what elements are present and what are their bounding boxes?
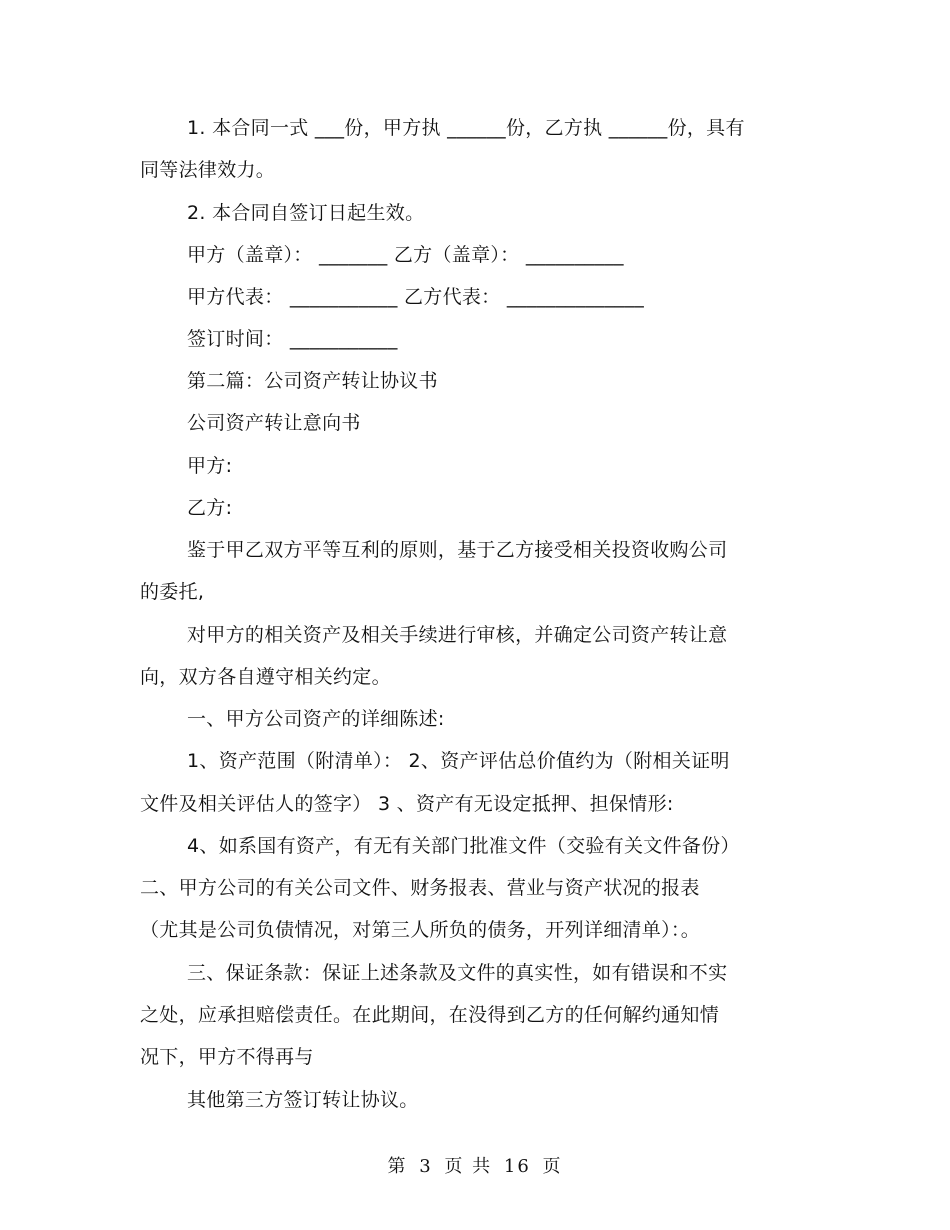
text-line: 况下，甲方不得再与: [140, 1046, 314, 1068]
text-line: 二、甲方公司的有关公司文件、财务报表、营业与资产状况的报表: [140, 877, 700, 899]
text-line: 鉴于甲乙双方平等互利的原则，基于乙方接受相关投资收购公司: [187, 539, 728, 561]
signature-line-party-seal: 甲方（盖章）： _______ 乙方（盖章）： __________: [187, 244, 624, 266]
page-number-footer: [0, 1152, 950, 1178]
signature-line-representative: 甲方代表： ___________ 乙方代表： ______________: [187, 286, 645, 308]
footer-mid: 页 共: [444, 1156, 493, 1177]
text-line: 之处，应承担赔偿责任。在此期间，在没得到乙方的任何解约通知情: [140, 1004, 720, 1026]
footer-suffix: 页: [542, 1156, 563, 1177]
text-line: 文件及相关评估人的签字） 3 、资产有无设定抵押、担保情形:: [140, 793, 674, 815]
party-a-label: 甲方:: [187, 455, 233, 477]
document-title: 公司资产转让意向书: [187, 412, 361, 434]
text-line: （尤其是公司负债情况，对第三人所负的债务，开列详细清单）：。: [140, 919, 701, 941]
text-line: 同等法律效力。: [140, 159, 276, 181]
section-heading: 第二篇：公司资产转让协议书: [187, 370, 438, 392]
section-heading: 一、甲方公司资产的详细陈述:: [187, 708, 445, 730]
text-line: 1. 本合同一式 ___份，甲方执 ______份，乙方执 ______份，具有: [187, 117, 745, 139]
text-line: 三、保证条款：保证上述条款及文件的真实性，如有错误和不实: [187, 962, 728, 984]
text-line: 1、资产范围（附清单）： 2、资产评估总价值约为（附相关证明: [187, 750, 730, 772]
text-line: 对甲方的相关资产及相关手续进行审核，并确定公司资产转让意: [187, 624, 728, 646]
text-line: 4、如系国有资产，有无有关部门批准文件（交验有关文件备份）: [187, 835, 740, 857]
text-line: 其他第三方签订转让协议。: [187, 1089, 419, 1111]
footer-prefix: 第: [387, 1156, 408, 1177]
total-pages-number: 16: [503, 1156, 531, 1177]
current-page-number: 3: [419, 1156, 433, 1177]
text-line: 2. 本合同自签订日起生效。: [187, 202, 425, 224]
party-b-label: 乙方:: [187, 497, 233, 519]
text-line: 向，双方各自遵守相关约定。: [140, 666, 391, 688]
text-line: 的委托,: [140, 581, 205, 603]
signature-line-date: 签订时间： ___________: [187, 328, 398, 350]
